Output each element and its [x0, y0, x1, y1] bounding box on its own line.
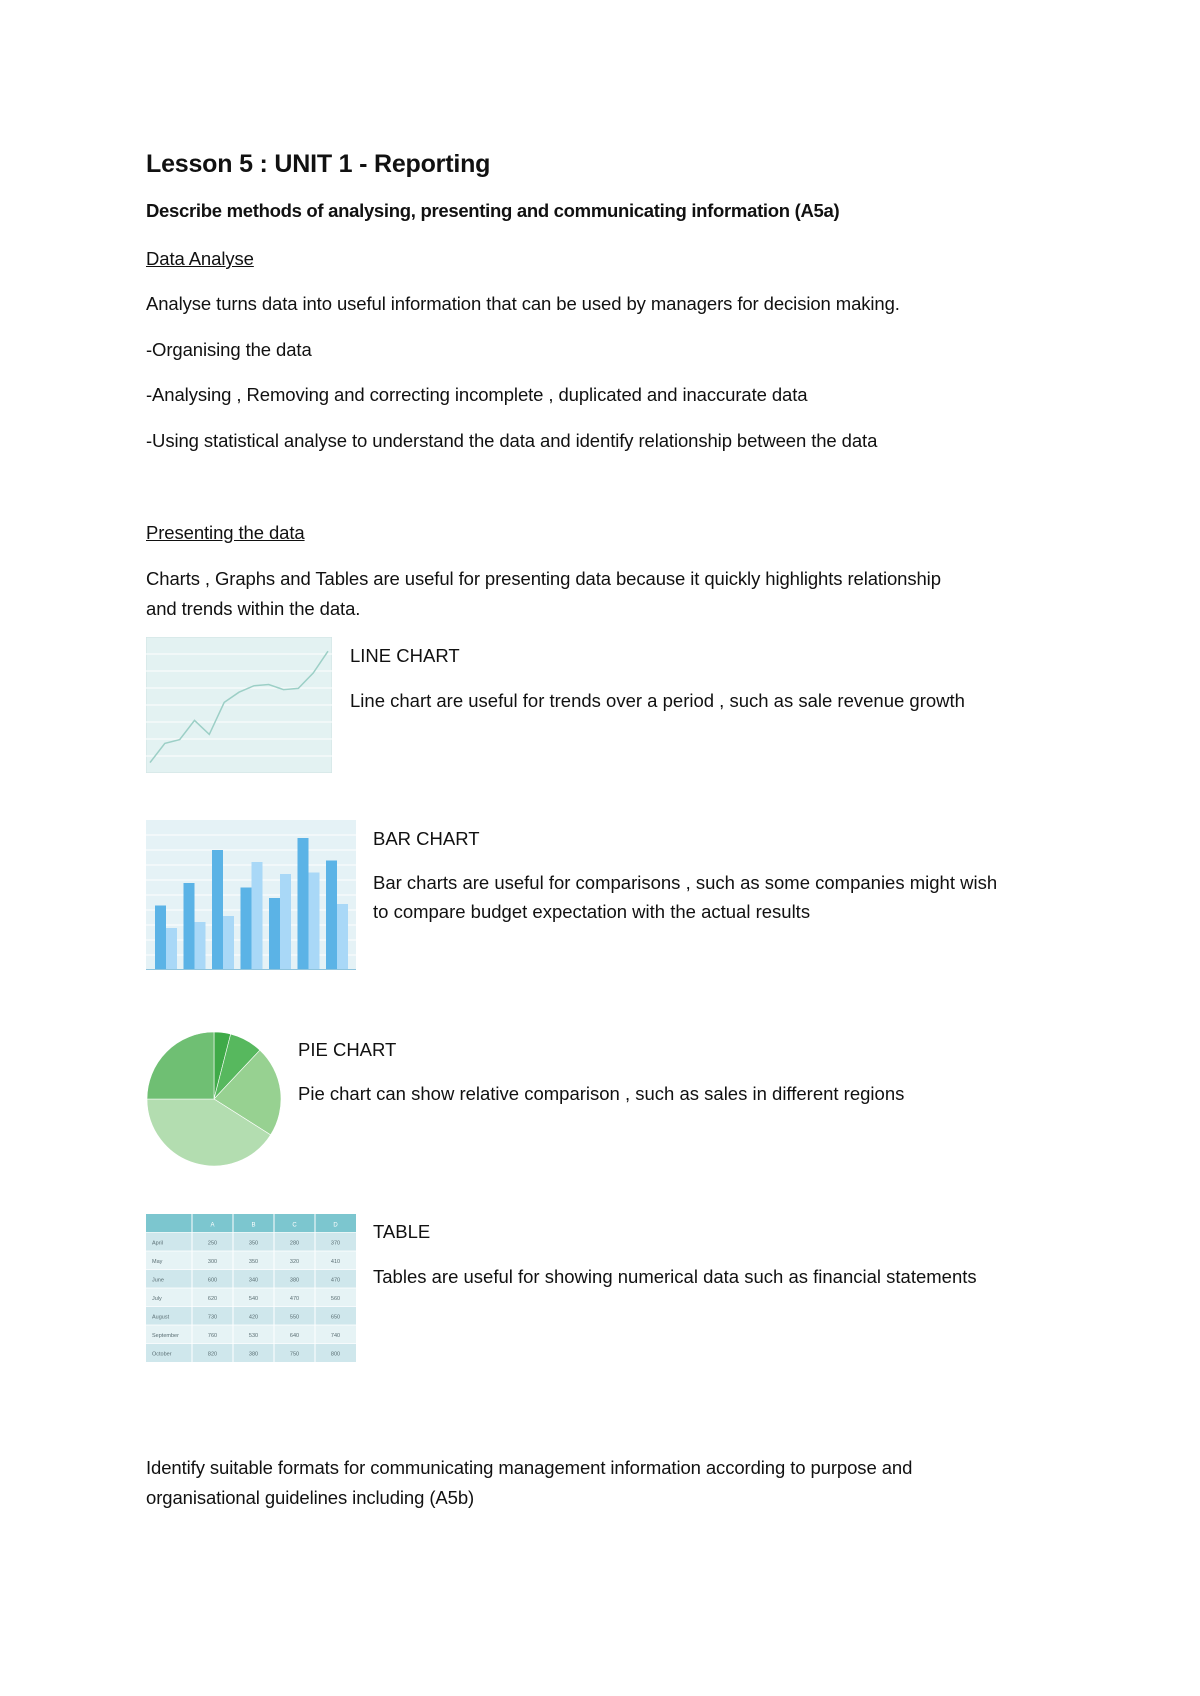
table-cell: 800	[330, 1351, 341, 1358]
table-cell: 370	[330, 1240, 341, 1247]
table-cell: 380	[289, 1277, 300, 1284]
bar-chart-bar	[184, 883, 195, 970]
table-cell: April	[152, 1240, 164, 1247]
table-figure	[146, 1214, 356, 1362]
table-cell: 420	[248, 1314, 259, 1321]
bar-chart	[146, 820, 356, 970]
bar-chart-label: BAR CHART	[373, 828, 480, 849]
bar-chart-bar	[223, 916, 234, 970]
line-chart	[146, 637, 332, 773]
bar-chart-bar	[337, 904, 348, 970]
table-cell: 760	[207, 1333, 218, 1340]
closing-line: Identify suitable formats for communicating management information according to purpose and	[146, 1457, 913, 1478]
pie-chart	[146, 1031, 282, 1167]
table-cell: 410	[330, 1259, 341, 1266]
bar-chart-description-line: Bar charts are useful for comparisons , such as some companies might wish	[373, 872, 998, 893]
table-cell: July	[152, 1296, 162, 1303]
table-cell: 300	[207, 1259, 218, 1266]
bar-chart-bar	[309, 873, 320, 971]
pie-chart-figure	[146, 1031, 282, 1167]
pie-chart-description: Pie chart can show relative comparison , such as sales in different regions	[298, 1083, 905, 1104]
section-heading-presenting: Presenting the data	[146, 522, 305, 543]
table-cell: May	[152, 1259, 163, 1266]
section-intro-line: and trends within the data.	[146, 598, 361, 619]
table-cell: 540	[248, 1296, 259, 1303]
table-cell: 640	[289, 1333, 300, 1340]
table-cell: 470	[330, 1277, 341, 1284]
table-cell: 820	[207, 1351, 218, 1358]
line-chart-label: LINE CHART	[350, 645, 460, 666]
table-cell: 560	[330, 1296, 341, 1303]
table-header-cell: C	[292, 1222, 297, 1229]
table-cell: 620	[207, 1296, 218, 1303]
bar-chart-bar	[269, 898, 280, 970]
bar-chart-bar	[155, 906, 166, 971]
table-cell: 650	[330, 1314, 341, 1321]
bullet-item: -Analysing , Removing and correcting incomplete , duplicated and inaccurate data	[146, 384, 808, 405]
pie-chart-slice	[147, 1032, 214, 1099]
table-cell: 350	[248, 1259, 259, 1266]
bar-chart-bar	[241, 888, 252, 971]
bullet-item: -Using statistical analyse to understand the data and identify relationship between the data	[146, 430, 878, 451]
bar-chart-bar	[326, 861, 337, 971]
page-subtitle: Describe methods of analysing, presenting and communicating information (A5a)	[146, 200, 840, 221]
line-chart-figure	[146, 637, 332, 773]
table-cell: 320	[289, 1259, 300, 1266]
table-cell: 750	[289, 1351, 300, 1358]
table-cell: 470	[289, 1296, 300, 1303]
line-chart-description: Line chart are useful for trends over a period , such as sale revenue growth	[350, 690, 965, 711]
bar-chart-bar	[252, 862, 263, 970]
table-cell: September	[152, 1333, 179, 1340]
section-intro: Analyse turns data into useful information that can be used by managers for decision making.	[146, 293, 900, 314]
page-title: Lesson 5 : UNIT 1 - Reporting	[146, 150, 491, 178]
section-heading-data-analyse: Data Analyse	[146, 248, 254, 269]
section-intro-line: Charts , Graphs and Tables are useful for presenting data because it quickly highlights relationship	[146, 568, 941, 589]
table-header-cell: B	[251, 1222, 256, 1229]
table-cell: 600	[207, 1277, 218, 1284]
table-cell: August	[152, 1314, 170, 1321]
table-cell: October	[152, 1351, 172, 1358]
bar-chart-bar	[195, 922, 206, 970]
table-cell: 340	[248, 1277, 259, 1284]
table-illustration	[146, 1214, 356, 1362]
table-cell: June	[152, 1277, 164, 1284]
closing-line: organisational guidelines including (A5b)	[146, 1487, 475, 1508]
table-cell: 740	[330, 1333, 341, 1340]
bar-chart-bar	[166, 928, 177, 970]
table-description: Tables are useful for showing numerical data such as financial statements	[373, 1266, 977, 1287]
table-header-cell: A	[210, 1222, 215, 1229]
table-label: TABLE	[373, 1221, 431, 1242]
table-cell: 350	[248, 1240, 259, 1247]
table-cell: 530	[248, 1333, 259, 1340]
table-cell: 380	[248, 1351, 259, 1358]
table-cell: 280	[289, 1240, 300, 1247]
bar-chart-bar	[212, 850, 223, 970]
bar-chart-bar	[280, 874, 291, 970]
table-header-cell: D	[333, 1222, 338, 1229]
table-cell: 550	[289, 1314, 300, 1321]
bar-chart-description-line: to compare budget expectation with the actual results	[373, 901, 811, 922]
pie-chart-label: PIE CHART	[298, 1039, 397, 1060]
table-cell: 730	[207, 1314, 218, 1321]
bar-chart-figure	[146, 820, 356, 970]
bullet-item: -Organising the data	[146, 339, 312, 360]
table-cell: 250	[207, 1240, 218, 1247]
bar-chart-bar	[298, 838, 309, 970]
